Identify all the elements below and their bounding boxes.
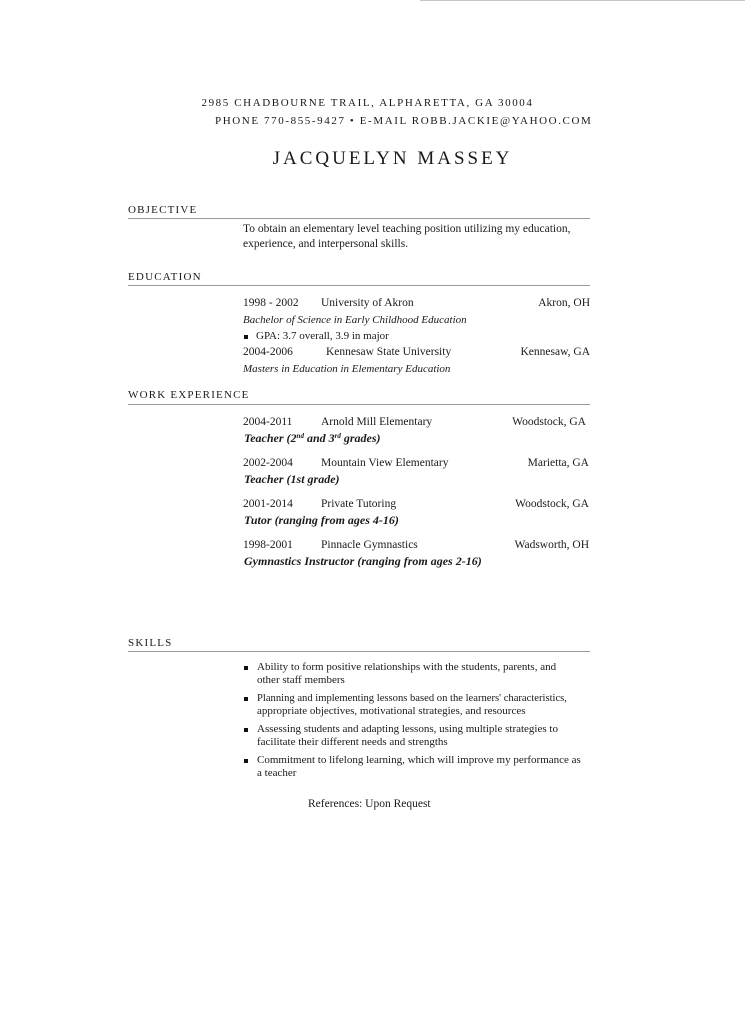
skill-4-line-1: Commitment to lifelong learning, which will improve my performance as xyxy=(257,754,581,766)
objective-line-1: To obtain an elementary level teaching position utilizing my education, xyxy=(243,223,571,235)
scan-edge-line xyxy=(420,0,745,1)
work-2-employer: Mountain View Elementary xyxy=(321,457,449,469)
education-rule xyxy=(128,285,590,286)
phone-number: 770-855-9427 xyxy=(264,115,346,127)
skill-1-line-1: Ability to form positive relationships with the students, parents, and xyxy=(257,661,557,673)
objective-line-2: experience, and interpersonal skills. xyxy=(243,238,409,250)
objective-heading: OBJECTIVE xyxy=(128,204,198,216)
email-address: ROBB.JACKIE@YAHOO.COM xyxy=(411,115,593,127)
edu-1-school: University of Akron xyxy=(321,297,414,309)
work-3-employer: Private Tutoring xyxy=(321,498,397,510)
edu-2-degree: Masters in Education in Elementary Education xyxy=(243,363,451,375)
work-heading: WORK EXPERIENCE xyxy=(128,389,250,401)
work-1-years: 2004-2011 xyxy=(243,416,293,428)
edu-1-degree: Bachelor of Science in Early Childhood Education xyxy=(243,314,467,326)
work-4-employer: Pinnacle Gymnastics xyxy=(321,539,418,551)
edu-2-school: Kennesaw State University xyxy=(326,346,452,358)
skills-heading: SKILLS xyxy=(128,637,173,649)
skill-2-line-2: appropriate objectives, motivational strategies, and resources xyxy=(257,705,526,717)
work-1-role-b: and 3 xyxy=(303,431,335,445)
edu-2-years: 2004-2006 xyxy=(243,346,293,358)
square-bullet-icon xyxy=(244,666,248,670)
work-4-years: 1998-2001 xyxy=(243,539,293,551)
work-3-role: Tutor (ranging from ages 4-16) xyxy=(244,513,399,527)
square-bullet-icon xyxy=(244,728,248,732)
skill-1-line-2: other staff members xyxy=(257,674,345,686)
skill-2-line-1: Planning and implementing lessons based on the learners' characteristics, xyxy=(257,693,567,704)
work-rule xyxy=(128,404,590,405)
address-line: 2985 CHADBOURNE TRAIL, ALPHARETTA, GA 30004 xyxy=(201,97,534,109)
work-1-employer: Arnold Mill Elementary xyxy=(321,416,433,428)
work-1-role-a: Teacher (2 xyxy=(244,431,297,445)
email-label: E-MAIL xyxy=(359,115,408,127)
edu-1-gpa: GPA: 3.7 overall, 3.9 in major xyxy=(256,330,389,342)
work-1-role-c: grades) xyxy=(340,431,381,445)
separator-dot: • xyxy=(349,115,356,127)
applicant-name: JACQUELYN MASSEY xyxy=(272,148,513,169)
work-1-role xyxy=(244,431,381,446)
contact-line xyxy=(25,115,725,127)
skill-3-line-1: Assessing students and adapting lessons, using multiple strategies to xyxy=(257,723,558,735)
work-4-role: Gymnastics Instructor (ranging from ages 2-16) xyxy=(244,554,482,568)
work-2-role: Teacher (1st grade) xyxy=(244,472,340,486)
work-2-years: 2002-2004 xyxy=(243,457,293,469)
work-1-role-sup-b: rd xyxy=(334,432,341,440)
work-1-location: Woodstock, GA xyxy=(512,416,586,428)
work-2-location: Marietta, GA xyxy=(527,457,589,469)
education-heading: EDUCATION xyxy=(128,271,202,283)
edu-1-location: Akron, OH xyxy=(538,297,590,309)
objective-rule xyxy=(128,218,590,219)
work-4-location: Wadsworth, OH xyxy=(514,539,589,551)
work-3-years: 2001-2014 xyxy=(243,498,293,510)
skills-rule xyxy=(128,651,590,652)
square-bullet-icon xyxy=(244,697,248,701)
square-bullet-icon xyxy=(244,335,248,339)
edu-2-location: Kennesaw, GA xyxy=(520,346,590,358)
edu-1-years: 1998 - 2002 xyxy=(243,297,299,309)
references-line: References: Upon Request xyxy=(308,798,431,810)
work-1-role-sup-a: nd xyxy=(296,432,304,440)
skill-4-line-2: a teacher xyxy=(257,767,297,779)
skill-3-line-2: facilitate their different needs and strengths xyxy=(257,736,448,748)
work-3-location: Woodstock, GA xyxy=(515,498,589,510)
square-bullet-icon xyxy=(244,759,248,763)
phone-label: PHONE xyxy=(215,115,260,127)
